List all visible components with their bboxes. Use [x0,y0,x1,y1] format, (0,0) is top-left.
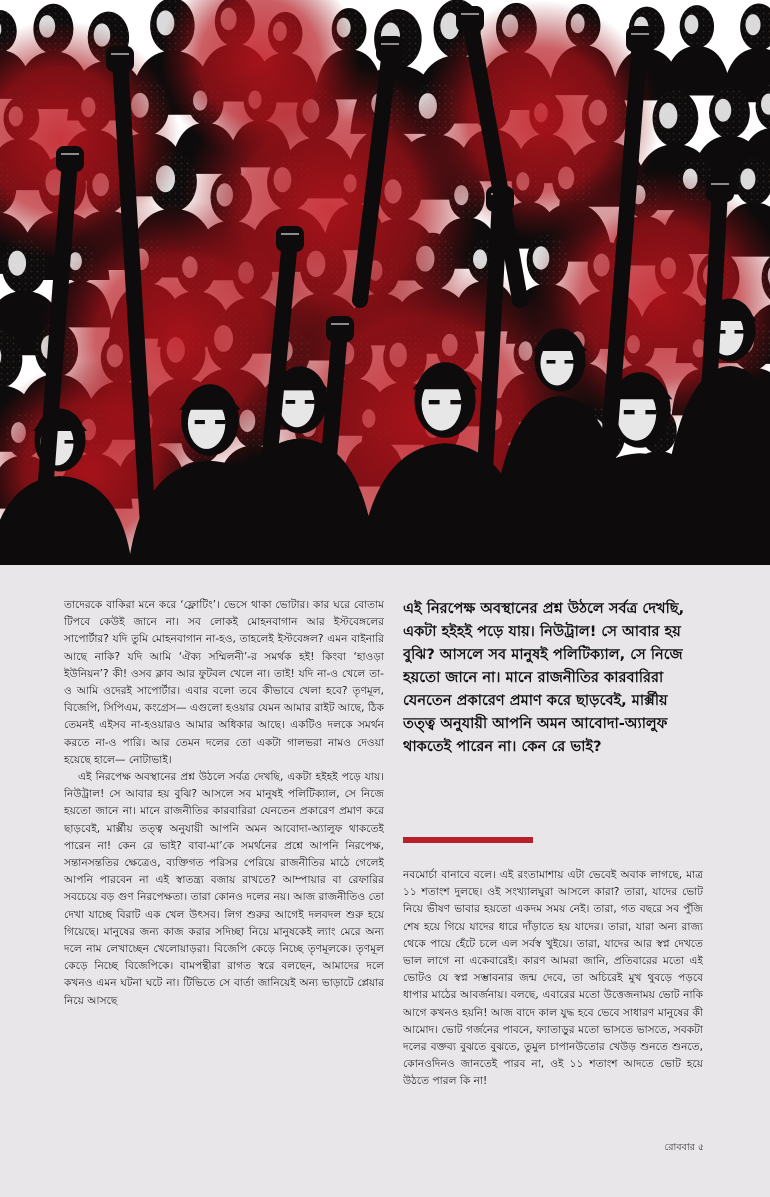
front-eye [565,360,574,364]
front-eye [305,400,315,404]
raised-fist-icon [376,36,404,62]
raised-fist-icon [56,146,84,172]
pull-quote-divider [403,837,533,843]
hero-illustration [0,0,770,565]
front-eye [547,360,556,364]
front-eye [195,420,205,424]
body-paragraph-3: নবমোর্চা বানাবে বলে। এই রংতামাশায় এটা ভেবেই অবাক লাগছে, মাত্র ১১ শতাংশ দুলছে। ওই সংখ্যালঘুরা আসলে কারা? তারা, যাদের ভোট নিয়ে ভীষণ ভাবার হয়তো একদম সময় নেই। তারা, গত বছরে সব পুঁজি শেষ হয়ে গিয়ে যাদের ধারে দাঁড়াতে হয় যাদের। তারা, যারা অন্য রাজ্য থেকে পায়ে হেঁটে চলে এল সর্বস্ব খুইয়ে। তারা, যাদের আর স্বপ্ন দেখতে ভাল লাগে না একেবারেই। কারণ আমরা জানি, প্রতিবারের মতো এই ভোটও যে স্বপ্ন সম্ভাবনার জন্ম দেবে, তা অচিরেই মুখ থুবড়ে পড়বে ধাপার মাঠের আবর্জনায়। বলছে, এবারের মতো উত্তেজনাময় ভোট নাকি আগে কখনও হয়নি! আজ বাদে কাল যুদ্ধ হবে ভেবে সাধারণ মানুষের কী আমোদ। ভোট গর্জনের পাবনে, ফ্যাতাড়ুর মতো ভাসতে ভাসতে, সবকটা দলের বক্তব্য বুঝতে বুঝতে, তুমুল চাপানউতোর খেউড় শুনতে শুনতে, কোনওদিনও জানতেই পারব না, ওই ১১ শতাংশ আদতে ভোট হয়ে উঠতে পারল কি না! [403,869,703,1088]
front-eye [645,410,656,414]
raised-fist-icon [276,226,304,252]
pull-quote: এই নিরপেক্ষ অবস্থানের প্রশ্ন উঠলে সর্বত্র দেখছি, একটা হইহই পড়ে যায়। নিউট্রাল! সে আবার হয় বুঝি? আসলে সব মানুষই পলিটিক্যাল, সে নিজে হয়তো জানে না। মানে রাজনীতির কারবারিরা যেনতেন প্রকারেণ প্রমাণ করে ছাড়বেই, মার্ক্সীয় তত্ত্ব অনুযায়ী আপনি অমন আবোদা-অ্যালুফ থাকতেই পারেন না। কেন রে ভাই? [403,600,685,755]
face-highlight [8,251,26,276]
page-folio: রোববার ৫ [664,1142,704,1153]
face-highlight [715,99,731,122]
face-highlight [685,15,699,34]
face-highlight [740,168,755,189]
front-eye [215,420,225,424]
front-eye [65,440,74,444]
face-highlight [659,103,677,129]
body-paragraph-1: তাদেরকে বাকিরা মনে করে ‘ফ্লোটিং’। ভেসে থাকা ভোটার। কার ঘরে বোতাম টিপবে কেউই জানে না। সব লোকই মোহনবাগান আর ইস্টবেঙ্গলের সাপোর্টার? যদি তুমি মোহনবাগান না-হও, তাহলেই ইস্টবেঙ্গল? এমন বাইনারি আছে নাকি? যদি আমি ‘ঐক্য সম্মিলনী’-র সমর্থক হই! কিংবা ‘হাওড়া ইউনিয়ন’? কী! ওসব ক্লাব আর ফুটবল খেলে না। তাই! যদি না-ও খেলে তা-ও আমি ওদেরই সাপোর্টার। এবার বলো তবে কীভাবে খেলা হবে? তৃণমূল, বিজেপি, সিপিএম, কংগ্রেস— এগুলো হওয়ার যেমন আমার রাইট আছে, ঠিক তেমনই এইসব না-হওয়ারও আমার অধিকার আছে। একটিও দলকে সমর্থন করতে না-ও পারি। আর তেমন দলের তো একটা গালভরা নামও দেওয়া হয়েছে হালে— নোটাভাই। [64,599,384,766]
raised-fist-icon [706,176,734,202]
article-right-column [403,597,703,1127]
front-eye [624,410,635,414]
protest-crowd-illustration [0,0,770,565]
front-eye [286,400,296,404]
article-left-column [64,597,384,1127]
front-eye [735,330,744,334]
front-eye [450,400,461,404]
raised-fist-icon [326,316,354,342]
body-paragraph-2: এই নিরপেক্ষ অবস্থানের প্রশ্ন উঠলে সর্বত্র দেখছি, একটা হইহই পড়ে যায়। নিউট্রাল! সে আবার হয় বুঝি? আসলে সব মানুষই পলিটিক্যাল, সে নিজে হয়তো জানে না। মানে রাজনীতির কারবারিরা যেনতেন প্রকারেণ প্রমাণ করে ছাড়বেই, মার্ক্সীয় তত্ত্ব অনুযায়ী আপনি অমন আবোদা-অ্যালুফ থাকতেই পারেন না! কেন রে ভাই? বাবা-মা’কে সমর্থনের প্রশ্নে আপনি নিরপেক্ষ, সন্তানসন্ততির ক্ষেত্রেও, ব্যক্তিগত পরিসর পেরিয়ে রাজনীতির মাঠে গেলেই আপনি পারবেন না এই স্বাতন্ত্র্য বজায় রাখতে? আম্পায়ার বা রেফারির সবচেয়ে বড় গুণ নিরপেক্ষতা। তারা কোনও দলের নয়। আজ রাজনীতিও তো দেখা যাচ্ছে বিরাট এক খেল উৎসব। লিগ শুরুর আগেই দলবদল শুরু হয়ে গিয়েছে। মানুষের জন্য কাজ করার সদিচ্ছা নিয়ে মানুষকেই ল্যাং মেরে অন্য দলে নাম লেখাচ্ছেন খেলোয়াড়রা। বিজেপি কেড়ে নিচ্ছে তৃণমূলকে। তৃণমূল কেড়ে নিচ্ছে বিজেপিকে। বামপন্থীরা রাগত স্বরে বলছেন, আমাদের দলে কখনও এমন ঘটনা ঘটে না। টিভিতে সে বার্তা জানিয়েই অন্য ভাড়াটে প্লেয়ার নিয়ে আসছে [64,771,384,1007]
front-eye [429,400,440,404]
raised-fist-icon [106,46,134,72]
raised-fist-icon [456,6,484,32]
face-highlight [746,14,761,35]
raised-fist-icon [626,26,654,52]
